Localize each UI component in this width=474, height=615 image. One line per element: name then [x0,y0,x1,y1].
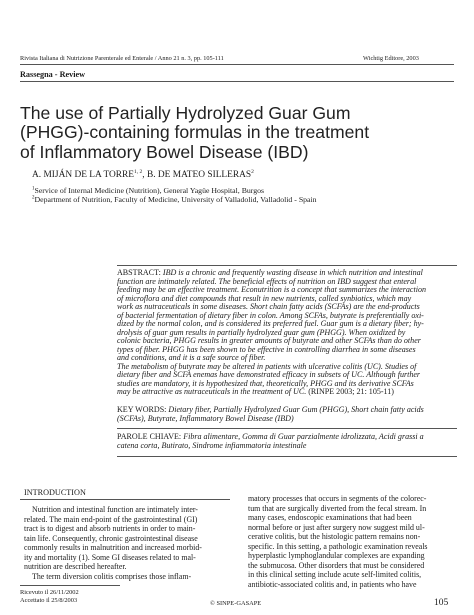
heading-rule [20,499,230,500]
body-line: the submucosa. Other disorders that must be considered [248,560,425,570]
abstract-line: work as nutraceuticals in some diseases. Short chain fatty acids (SCFAs) are the end-products [117,303,420,311]
abstract-text: IBD is a chronic and frequently wasting disease in which nutrition and intestinal [162,269,423,277]
abstract-line: dized by the normal colon, and is considered its preferred fuel. Guar gum is a dietary fiber; hy- [117,320,424,328]
abstract-line: dietary fiber and SCFA enemas have demonstrated efficacy in subsets of UC. Although further [117,371,421,379]
body-line: ity and mortality (1). Some GI diseases related to mal- [24,552,196,562]
abstract-line: studies are mandatory, it is hypothesized that, theoretically, PHGG and its derivative SCFAs [117,379,414,388]
body-line: specific. In this setting, a pathologic examination reveals [248,541,428,551]
page-number: 105 [434,598,449,608]
body-line: related. The main end-point of the gastrointestinal (GI) [24,514,198,524]
abstract-line: and conditions, and it is a safe source of fiber. [117,354,266,362]
keywords-label: KEY WORDS: [117,406,167,414]
body-line: cerative colitis, but the histologic pattern remains non- [248,532,421,542]
body-line: nutrition are described hereafter. [24,562,127,572]
keywords-line [117,406,457,415]
abstract-text: may be attractive as nutraceuticals in the treatment of UC. [117,388,307,396]
abstract-line: types of fiber. PHGG has been shown to be effective in controlling diarrhea in some diseases [117,345,416,354]
section-label: Rassegna - Review [20,70,86,79]
affiliation-mark: 1 [32,186,35,192]
affiliation-text: Department of Nutrition, Faculty of Medicine, University of Valladolid, Valladolid - Spain [34,195,317,204]
author-affiliation-mark: 1, 2 [134,169,143,175]
body-line: commonly results in malnutrition and increased morbid- [24,543,202,553]
section-rule [20,81,454,82]
abstract-line: of microflora and diet compounds that result in new nutrients, called synbiotics, which may [117,294,412,303]
body-line: normal before or just after surgery now suggest mild ul- [248,522,425,532]
keywords-line: catena corta, Butirato, Sindrome infiammatoria intestinale [117,441,307,450]
affiliation-text: Service of Internal Medicine (Nutrition), General Yagüe Hospital, Burgos [34,186,265,195]
body-line: matory processes that occurs in segments of the colorec- [248,494,427,503]
body-line: tum that are surgically diverted from the fecal stream. In [248,503,427,513]
body-column-right [248,494,453,589]
title-line: of Inflammatory Bowel Disease (IBD) [20,141,309,162]
body-column-left [24,505,229,581]
abstract-line [117,269,457,278]
accepted-date: Accettato il 25/8/2003 [20,597,78,604]
abstract-line: drolysis of guar gum results in partially hydrolyzed guar gum (PHGG). When oxidized by [117,328,406,337]
abstract-citation: (RINPE 2003; 21: 105-11) [308,388,394,396]
keywords [117,406,457,423]
article-title [20,104,460,162]
copyright-notice: © SINPE-GASAPE [210,600,262,607]
keywords-line: (SCFAs), Butyrate, Inflammatory Bowel Disease (IBD) [117,414,294,423]
keywords-rule [117,428,457,429]
keywords-text: Dietary fiber, Partially Hydrolyzed Guar Gum (PHGG), Short chain fatty acids [168,406,424,414]
body-line: tain life. Consequently, chronic gastrointestinal disease [24,533,198,543]
body-line: in this clinical setting include acute self-limited colitis, [248,570,422,580]
body-line: Nutrition and intestinal function are intimately inter- [32,505,198,514]
abstract-line: function are intimately related. The beneficial effects of nutrition on IBD suggest that enteral [117,277,417,286]
author-list [32,169,254,180]
abstract-label: ABSTRACT: [117,269,161,277]
abstract-line: The metabolism of butyrate may be altered in patients with ulcerative colitis (UC). Studies of [117,362,417,371]
abstract-bottom-rule [117,456,457,457]
body-line: hyperplastic lymphoglandular complexes are expanding [248,551,425,561]
body-line: The term diversion colitis comprises those inflam- [32,571,192,581]
abstract-line [117,388,457,397]
italian-keywords [117,433,457,450]
author-affiliation-mark: 2 [251,169,254,175]
body-line: tract is to digest and absorb nutrients in order to main- [24,524,196,534]
keywords-line [117,433,457,442]
abstract-top-rule [117,265,457,266]
author-separator: , [142,170,147,181]
header-rule [20,64,454,65]
body-line: antibiotic-associated colitis and, in patients who have [248,579,417,589]
title-line: (PHGG)-containing formulas in the treatment [20,122,370,143]
received-date: Ricevuto il 26/11/2002 [20,589,79,596]
abstract-line: colonic bacteria, PHGG results in greater amounts of butyrate and other SCFAs than do other [117,337,421,345]
author-name: A. MIJÁN DE LA TORRE [32,170,135,181]
body-line: many cases, endoscopic examinations that had been [248,513,412,523]
affiliation [32,186,462,195]
publisher-name: Wichtig Editore, 2003 [363,55,419,62]
abstract [117,269,457,397]
footnote-rule [20,585,120,586]
author-name: B. DE MATEO SILLERAS [146,170,252,181]
journal-citation: Rivista Italiana di Nutrizione Parenterale ed Enterale / Anno 21 n. 3, pp. 105-111 [20,55,224,62]
keywords-text: Fibra alimentare, Gomma di Guar parzialmente idrolizzata, Acidi grassi a [183,433,424,441]
affiliation [32,195,462,204]
title-line: The use of Partially Hydrolyzed Guar Gum [20,103,351,123]
keywords-label: PAROLE CHIAVE: [117,433,182,441]
abstract-line: feeding may be an effective treatment. Econutrition is a concept that summarizes the interaction [117,286,426,294]
affiliation-mark: 2 [32,195,35,201]
section-heading: INTRODUCTION [24,488,86,497]
abstract-line: of bacterial fermentation of dietary fiber in colon. Among SCFAs, butyrate is preferentially oxi- [117,311,424,320]
